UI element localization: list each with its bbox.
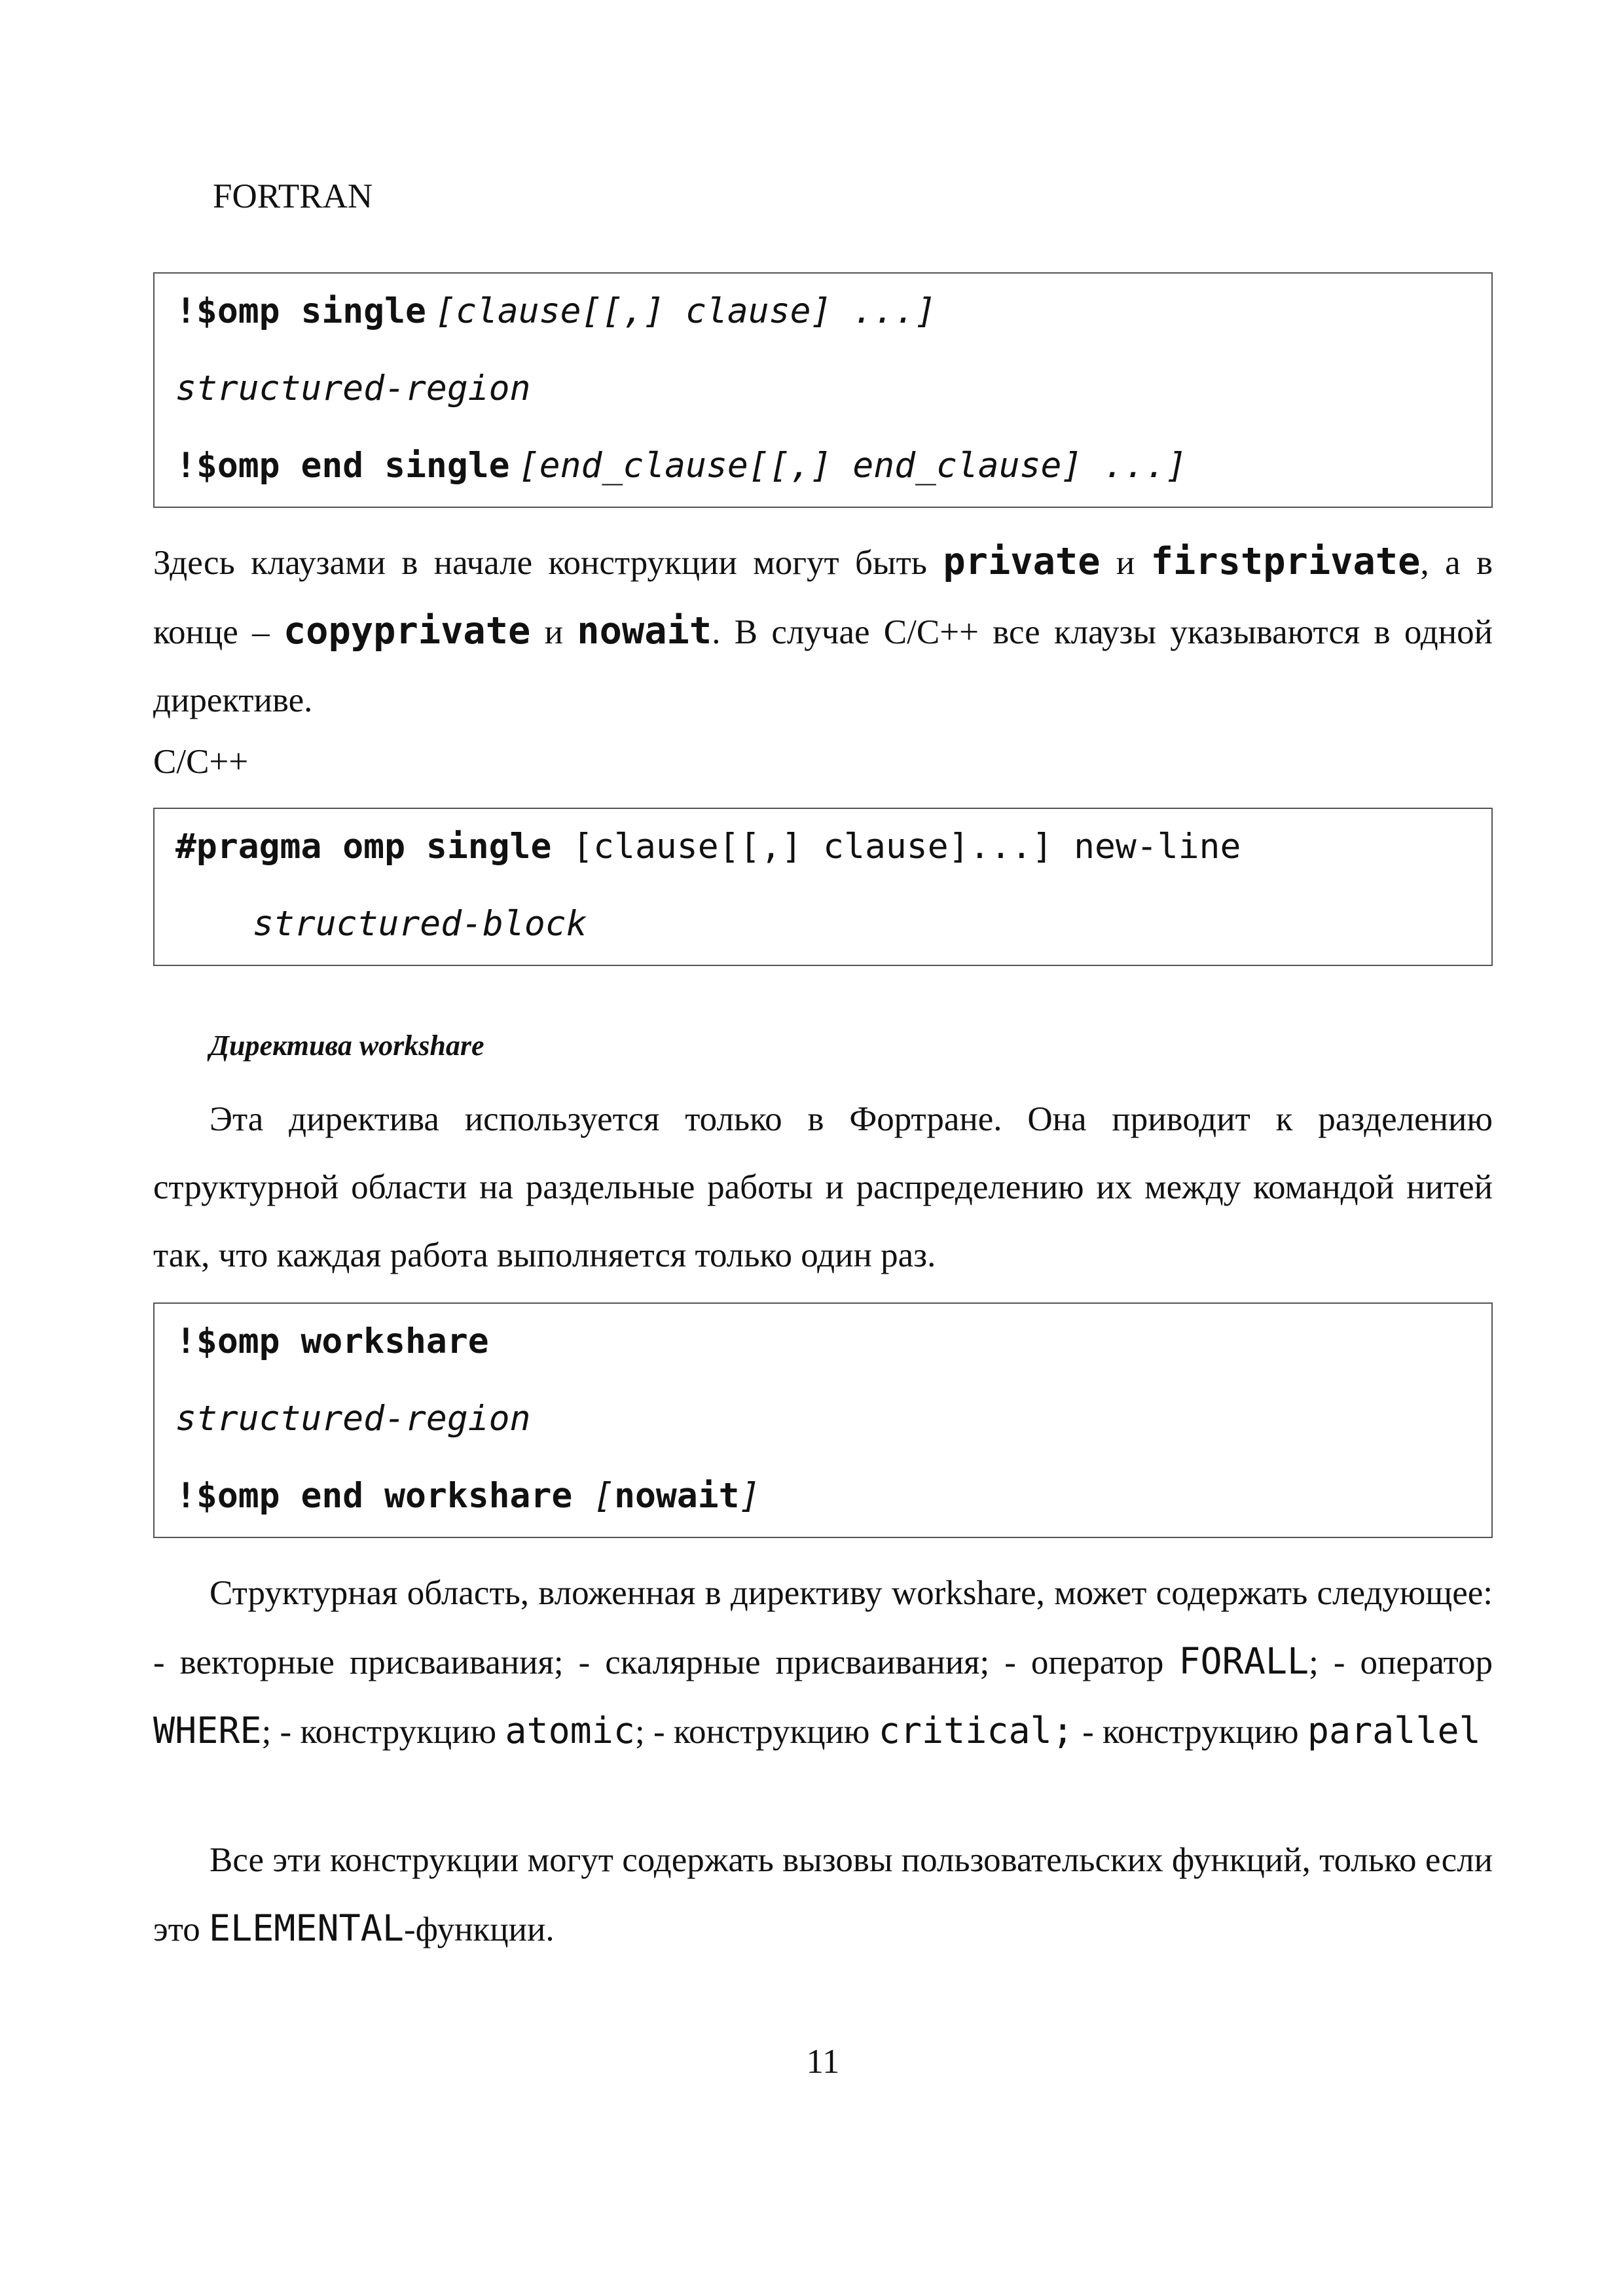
code-clause-nowait: nowait	[614, 1476, 740, 1516]
code-block-workshare	[153, 1302, 1493, 1538]
code-block-single-fortran	[153, 272, 1493, 508]
code-line-structured-block: structured-block	[253, 904, 587, 944]
text-run: и	[530, 613, 577, 651]
inline-code-parallel: parallel	[1307, 1710, 1481, 1751]
text-run: , а в конце –	[153, 544, 1493, 651]
paragraph-clauses	[153, 528, 1493, 734]
code-args: [clause[[,] clause]...] new-line	[551, 827, 1241, 867]
code-line-pragma	[175, 827, 1241, 867]
inline-code-nowait: nowait	[577, 609, 712, 653]
fortran-label: FORTRAN	[213, 177, 373, 215]
code-args: [clause[[,] clause] ...]	[435, 291, 936, 331]
code-directive: !$omp end workshare	[175, 1476, 573, 1516]
code-bracket: ]	[739, 1476, 761, 1516]
inline-code-copyprivate: copyprivate	[283, 609, 531, 653]
code-line-workshare-start: !$omp workshare	[175, 1321, 489, 1361]
inline-code-firstprivate: firstprivate	[1150, 540, 1421, 583]
text-run: ; - конструкцию	[261, 1713, 505, 1751]
code-line-single-start	[175, 292, 936, 331]
text-run: Здесь клаузами в начале конструкции могут быть	[153, 544, 943, 582]
paragraph-workshare-intro: Эта директива используется только в Фортране. Она приводит к разделению структурной области на раздельные работы и распределению их между командой нитей так, что каждая работа выполняется только один раз.	[153, 1100, 1493, 1274]
code-args: [end_clause[[,] end_clause] ...]	[518, 446, 1187, 486]
paragraph-elemental	[153, 1826, 1493, 1964]
code-line-structured-region: structured-region	[175, 368, 531, 408]
inline-code-atomic: atomic	[505, 1710, 636, 1751]
inline-code-elemental: ELEMENTAL	[208, 1907, 404, 1949]
code-directive: !$omp single	[175, 291, 426, 331]
text-run: и	[1100, 544, 1151, 582]
code-block-single-c	[153, 808, 1493, 966]
code-line-workshare-end	[175, 1477, 760, 1516]
code-bracket: [	[572, 1476, 615, 1516]
code-line-structured-region: structured-region	[175, 1399, 531, 1439]
page-number: 11	[806, 2043, 840, 2081]
text-run: -функции.	[403, 1910, 555, 1948]
c-cpp-label: C/C++	[153, 743, 249, 781]
code-directive: #pragma omp single	[175, 827, 552, 867]
text-run: Структурная область, вложенная в директиву workshare, может содержать следующее: - векторные присваивания; - скалярные присваивания; - оператор	[153, 1574, 1493, 1681]
text-run: - конструкцию	[1073, 1713, 1307, 1751]
text-run: . В случае C/C++ все клаузы указываются в одной директиве.	[153, 613, 1493, 719]
inline-code-forall: FORALL	[1178, 1640, 1309, 1682]
code-directive: !$omp end single	[175, 446, 510, 486]
inline-code-private: private	[943, 540, 1101, 583]
inline-code-critical: critical;	[878, 1710, 1074, 1751]
text-run: ; - конструкцию	[635, 1713, 879, 1751]
inline-code-where: WHERE	[153, 1710, 262, 1751]
text-run: ; - оператор	[1309, 1643, 1493, 1681]
section-heading-workshare: Директива workshare	[210, 1030, 484, 1062]
paragraph-workshare-contents	[153, 1559, 1493, 1766]
code-line-single-end	[175, 446, 1187, 486]
text-run: Все эти конструкции могут содержать вызовы пользовательских функций, только если это	[153, 1841, 1493, 1948]
